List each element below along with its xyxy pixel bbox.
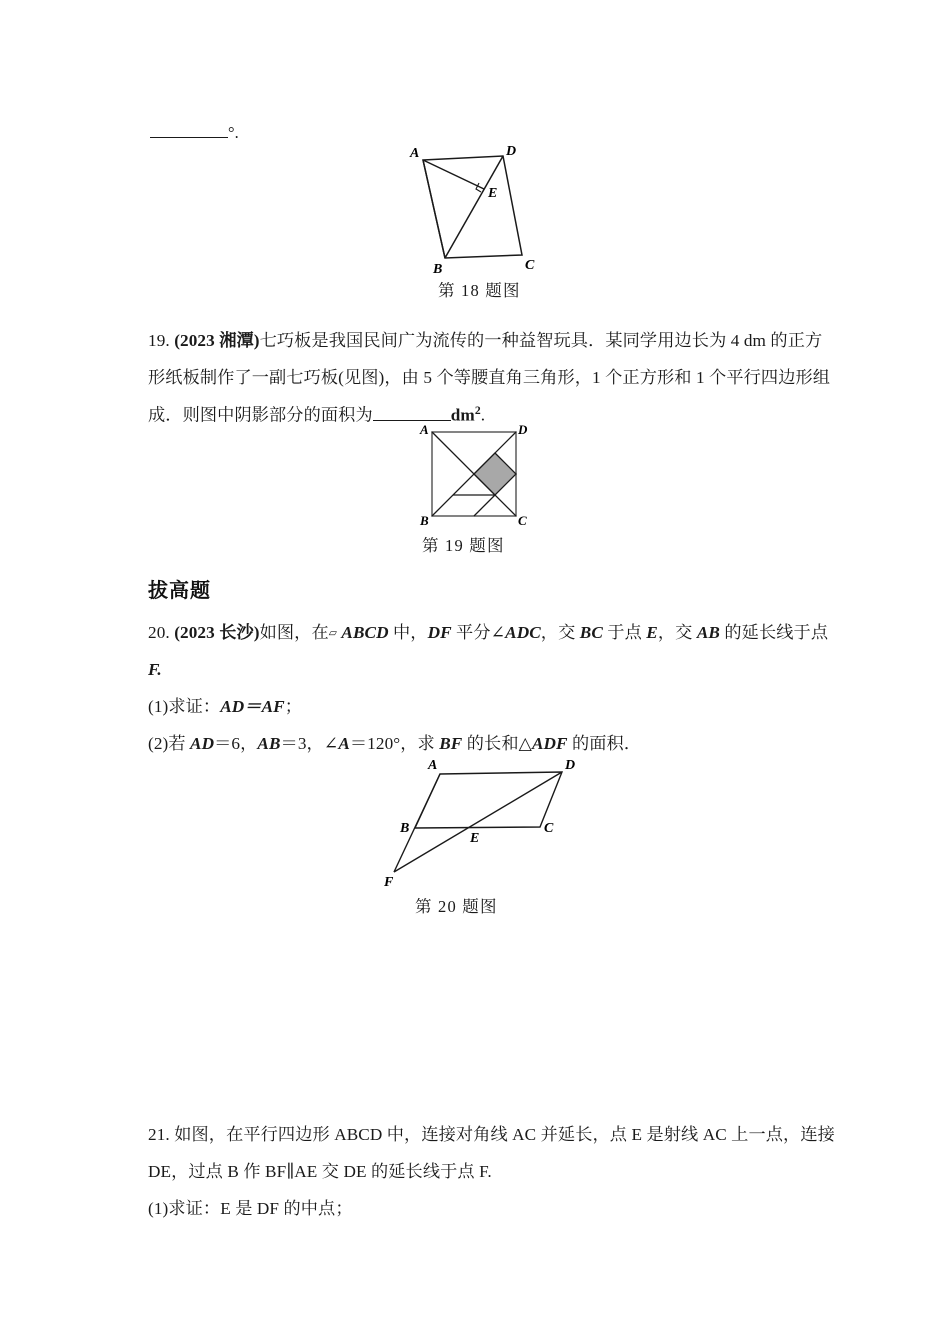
q20-line-1 <box>148 620 838 647</box>
q20-p2-i: ADF <box>531 734 568 753</box>
q21-part-1: (1)求证：E 是 DF 的中点； <box>148 1199 353 1218</box>
q20-part-1 <box>148 694 302 721</box>
figure-18-label-A: A <box>410 146 420 161</box>
q20-l1c: 中， <box>388 623 428 642</box>
q20-number: 20. <box>148 623 170 642</box>
section-heading: 拔高题 <box>148 578 211 602</box>
q20-p1-math: AD＝AF <box>220 697 285 716</box>
q20-l2: F. <box>148 660 162 679</box>
q21-line-2: DE，过点 B 作 BF∥AE 交 DE 的延长线于点 F. <box>148 1162 492 1181</box>
q20-p2-h: 的长和△ <box>462 734 532 753</box>
q20-p2-g: BF <box>439 734 463 753</box>
figure-18-label-E: E <box>488 186 498 201</box>
q20-p2-b: ＝6， <box>214 734 258 753</box>
q21-line-1 <box>148 1122 838 1149</box>
q20-l1f: ADC <box>505 623 541 642</box>
figure-19-label-C: C <box>518 513 527 528</box>
q20-p2-f: ＝120°，求 <box>349 734 440 753</box>
q20-p2-d: ＝3，∠ <box>280 734 339 753</box>
q20-l1j: E <box>646 623 658 642</box>
figure-19-label-B: B <box>420 513 429 528</box>
parallelogram-symbol: ▱ <box>328 628 337 640</box>
q19-answer-blank[interactable] <box>373 420 451 421</box>
q19-line3-pre: 成．则图中阴影部分的面积为 <box>148 405 373 425</box>
q21-number: 21. <box>148 1125 170 1144</box>
q20-p2-j: 的面积． <box>567 734 642 753</box>
q20-source: (2023 长沙) <box>174 623 260 642</box>
q19-unit-exponent: 2 <box>474 404 481 417</box>
figure-20-caption: 第 20 题图 <box>415 897 498 916</box>
q20-p2-a: AD <box>190 734 215 753</box>
q19-source: (2023 湘潭) <box>174 331 260 350</box>
q20-l1i: 于点 <box>602 623 647 642</box>
q18-answer-blank-line <box>150 120 239 147</box>
figure-18-label-B: B <box>433 262 443 277</box>
q20-l1h: BC <box>579 623 603 642</box>
q20-l1l: AB <box>696 623 720 642</box>
figure-20-label-F: F <box>384 875 394 890</box>
figure-18-label-C: C <box>525 258 535 273</box>
q19-number: 19. <box>148 331 170 350</box>
q20-l1b: ABCD <box>341 623 389 642</box>
q18-degree-text: °. <box>228 123 239 142</box>
figure-19-label-A: A <box>420 424 429 437</box>
figure-20-label-C: C <box>544 821 554 836</box>
figure-20-label-A: A <box>428 758 438 773</box>
figure-20-label-D: D <box>565 758 576 773</box>
figure-18-caption: 第 18 题图 <box>438 281 521 300</box>
q20-l1g: ，交 <box>540 623 580 642</box>
q20-l1a: 如图，在 <box>259 623 329 642</box>
q21-l1: 如图，在平行四边形 ABCD 中，连接对角线 AC 并延长，点 E 是射线 AC 上一点，连接 <box>174 1125 835 1144</box>
q19-line3-end: . <box>480 405 486 425</box>
q20-p1-pre: (1)求证： <box>148 697 221 716</box>
q19-line-1 <box>148 328 838 355</box>
q20-line-2 <box>148 657 162 684</box>
figure-20-label-E: E <box>470 831 480 846</box>
q20-l1d: DF <box>427 623 452 642</box>
q20-l1e: 平分∠ <box>451 623 506 642</box>
q20-p1-post: ； <box>284 697 303 716</box>
figure-19-tangram <box>412 424 542 534</box>
answer-blank[interactable] <box>150 137 228 138</box>
q20-p2-c: AB <box>257 734 281 753</box>
figure-18-label-D: D <box>506 144 517 159</box>
figure-20-label-B: B <box>400 821 410 836</box>
figure-20 <box>362 752 652 892</box>
q20-l1k: ，交 <box>657 623 697 642</box>
q19-line-2: 形纸板制作了一副七巧板(见图)，由 5 个等腰直角三角形，1 个正方形和 1 个平行四边形组 <box>148 368 831 387</box>
figure-19-caption: 第 19 题图 <box>422 536 505 555</box>
q20-p2-e: A <box>338 734 350 753</box>
q19-line1-text: 七巧板是我国民间广为流传的一种益智玩具．某同学用边长为 4 dm 的正方 <box>259 331 823 350</box>
q20-p2-pre: (2)若 <box>148 734 191 753</box>
q20-l1m: 的延长线于点 <box>719 623 829 642</box>
figure-18 <box>400 142 570 282</box>
figure-19-label-D: D <box>518 424 528 437</box>
q19-unit: dm <box>450 405 475 425</box>
